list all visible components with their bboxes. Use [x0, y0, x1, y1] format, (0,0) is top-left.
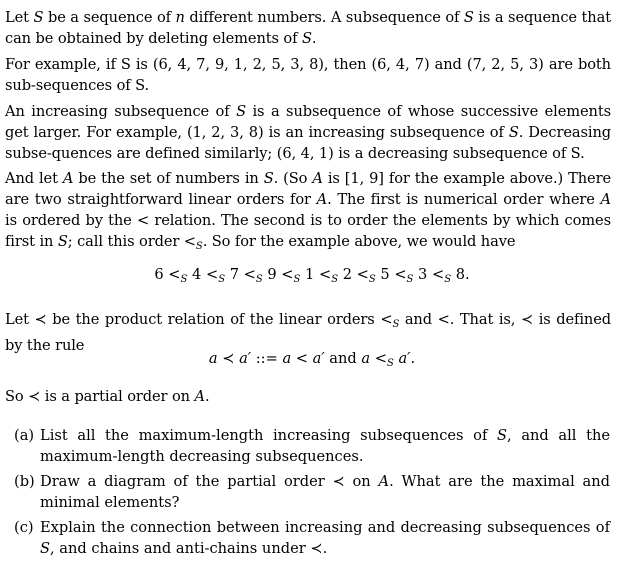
math-element: 5 — [380, 266, 390, 283]
math-prec: ≺ — [310, 540, 323, 557]
math-subscript-S: S — [444, 274, 452, 285]
text: , and chains and anti-chains under — [50, 540, 311, 557]
math-less-than-S: < — [394, 266, 407, 283]
math-less-than-S: < — [374, 350, 387, 367]
math-defined-as: ::= — [255, 350, 278, 367]
math-a: a — [282, 350, 292, 367]
paragraph-example — [5, 54, 611, 96]
math-less-than-S: < — [356, 266, 369, 283]
math-less-than-S: < — [205, 266, 219, 283]
math-subscript-S: S — [195, 241, 203, 252]
math-prec: ≺ — [28, 388, 41, 405]
math-A: A — [316, 191, 328, 208]
text: is a sequence that can be obtained by deleting elements of — [5, 9, 611, 47]
text: relation. The second is to order the elements by which comes first in — [5, 212, 611, 250]
math-sequence: (6, 4, 1) — [276, 145, 334, 162]
text: is a subsequence of whose successive elements get larger. For example, — [5, 103, 611, 141]
math-less-than-S: < — [431, 266, 445, 283]
text: is a decreasing subsequence of S. — [333, 145, 585, 162]
math-range: [1, 9] — [344, 170, 384, 187]
text: . — [410, 350, 416, 367]
text: Let — [5, 9, 34, 26]
item-label: (c) — [14, 519, 34, 536]
math-prec: ≺ — [520, 311, 534, 328]
text: Let — [5, 311, 35, 328]
text: . What are the maximal and minimal elements? — [40, 473, 610, 511]
text: List all the maximum-length increasing subsequences of — [40, 427, 498, 444]
math-a-prime: a′ — [398, 350, 411, 367]
math-S: S — [463, 9, 474, 26]
text: is an increasing subsequence of — [263, 124, 509, 141]
text: and — [429, 56, 467, 73]
math-subscript-S: S — [392, 319, 400, 330]
math-a: a — [208, 350, 218, 367]
math-subscript-S: S — [406, 274, 414, 285]
math-a-prime: a′ — [312, 350, 325, 367]
text: . Decreasing subse-quences are defined similarly; — [5, 124, 611, 162]
text: be the product relation of the linear orders — [46, 311, 381, 328]
math-n: n — [175, 9, 185, 26]
math-a: a — [361, 350, 371, 367]
item-text — [40, 471, 610, 513]
text: , then — [323, 56, 372, 73]
math-S: S — [40, 540, 50, 557]
math-S: S — [57, 233, 68, 250]
math-sequence: (6, 4, 7) — [371, 56, 430, 73]
text: is defined by the rule — [5, 311, 611, 354]
math-subscript-S: S — [180, 274, 188, 285]
text: for the example above.) There are two straightforward linear orders for — [5, 170, 611, 208]
paragraph-increasing-subsequence — [5, 101, 611, 164]
math-less-than-S: < — [183, 233, 196, 250]
math-A: A — [600, 191, 611, 208]
text: Draw a diagram of the partial order — [40, 473, 333, 490]
display-equation-order-S — [0, 264, 624, 290]
text: ; call this order — [67, 233, 184, 250]
math-A: A — [62, 170, 74, 187]
text: . — [311, 30, 317, 47]
math-S: S — [497, 427, 508, 444]
item-label: (b) — [14, 473, 35, 490]
math-less-than-S: < — [243, 266, 256, 283]
math-element: 8 — [455, 266, 466, 283]
math-less-than-S: < — [380, 311, 393, 328]
item-text — [40, 425, 610, 467]
math-A: A — [378, 473, 390, 490]
math-sequence: (1, 2, 3, 8) — [186, 124, 264, 141]
text: . The first is numerical order where — [327, 191, 601, 208]
text: is — [322, 170, 345, 187]
math-S: S — [33, 9, 44, 26]
text: different numbers. A subsequence of — [184, 9, 464, 26]
paragraph-definition-subsequence — [5, 7, 611, 49]
math-subscript-S: S — [218, 274, 226, 285]
math-element: 3 — [418, 266, 428, 283]
text: , and all the maximum-length decreasing subsequences. — [40, 427, 610, 465]
math-element: 7 — [229, 266, 239, 283]
math-element: 2 — [342, 266, 352, 283]
math-less-than-S: < — [318, 266, 332, 283]
text: . — [204, 388, 210, 405]
math-subscript-S: S — [368, 274, 376, 285]
text: be a sequence of — [43, 9, 176, 26]
math-subscript-S: S — [293, 274, 301, 285]
math-A: A — [194, 388, 205, 405]
text: And let — [5, 170, 63, 187]
text: . — [465, 266, 470, 283]
display-equation-rule — [0, 348, 624, 374]
text: So — [5, 388, 29, 405]
exercise-item-b — [14, 471, 610, 513]
exercise-item-c — [14, 517, 610, 559]
math-sequence: (6, 4, 7, 9, 1, 2, 5, 3, 8) — [152, 56, 324, 73]
text: . That is, — [449, 311, 521, 328]
math-prec: ≺ — [34, 311, 47, 328]
math-S: S — [263, 170, 274, 187]
item-text — [40, 517, 610, 559]
math-prec: ≺ — [332, 473, 345, 490]
math-subscript-S: S — [255, 274, 263, 285]
item-label: (a) — [14, 427, 35, 444]
text: . — [322, 540, 328, 557]
math-sequence: (7, 2, 5, 3) — [466, 56, 544, 73]
math-less-than-S: < — [281, 266, 294, 283]
math-element: 6 — [154, 266, 164, 283]
text: Explain the connection between increasing and decreasing subsequences of — [40, 519, 610, 536]
math-prec: ≺ — [222, 350, 235, 367]
text: and — [324, 350, 362, 367]
math-less-than: < — [295, 350, 309, 367]
text: is a partial order on — [40, 388, 195, 405]
text: . (So — [273, 170, 313, 187]
math-element: 1 — [305, 266, 315, 283]
math-subscript-S: S — [331, 274, 339, 285]
exercise-item-a — [14, 425, 610, 467]
math-less-than: < — [437, 311, 450, 328]
paragraph-partial-order — [5, 386, 611, 407]
math-less-than: < — [136, 212, 150, 229]
text: is ordered by the — [5, 212, 137, 229]
math-S: S — [236, 103, 246, 120]
math-A: A — [312, 170, 323, 187]
paragraph-linear-orders — [5, 168, 611, 257]
text: on — [344, 473, 379, 490]
math-a-prime: a′ — [239, 350, 252, 367]
text: For example, if S is — [5, 56, 153, 73]
math-element: 4 — [192, 266, 202, 283]
text: An increasing subsequence of — [5, 103, 237, 120]
math-element: 9 — [267, 266, 277, 283]
math-S: S — [508, 124, 519, 141]
math-subscript-S: S — [386, 358, 394, 369]
text: be the set of numbers in — [73, 170, 264, 187]
math-less-than-S: < — [168, 266, 181, 283]
math-S: S — [301, 30, 312, 47]
text: are both sub-sequences of S. — [5, 56, 611, 94]
text: and — [399, 311, 438, 328]
text: . So for the example above, we would have — [202, 233, 516, 250]
